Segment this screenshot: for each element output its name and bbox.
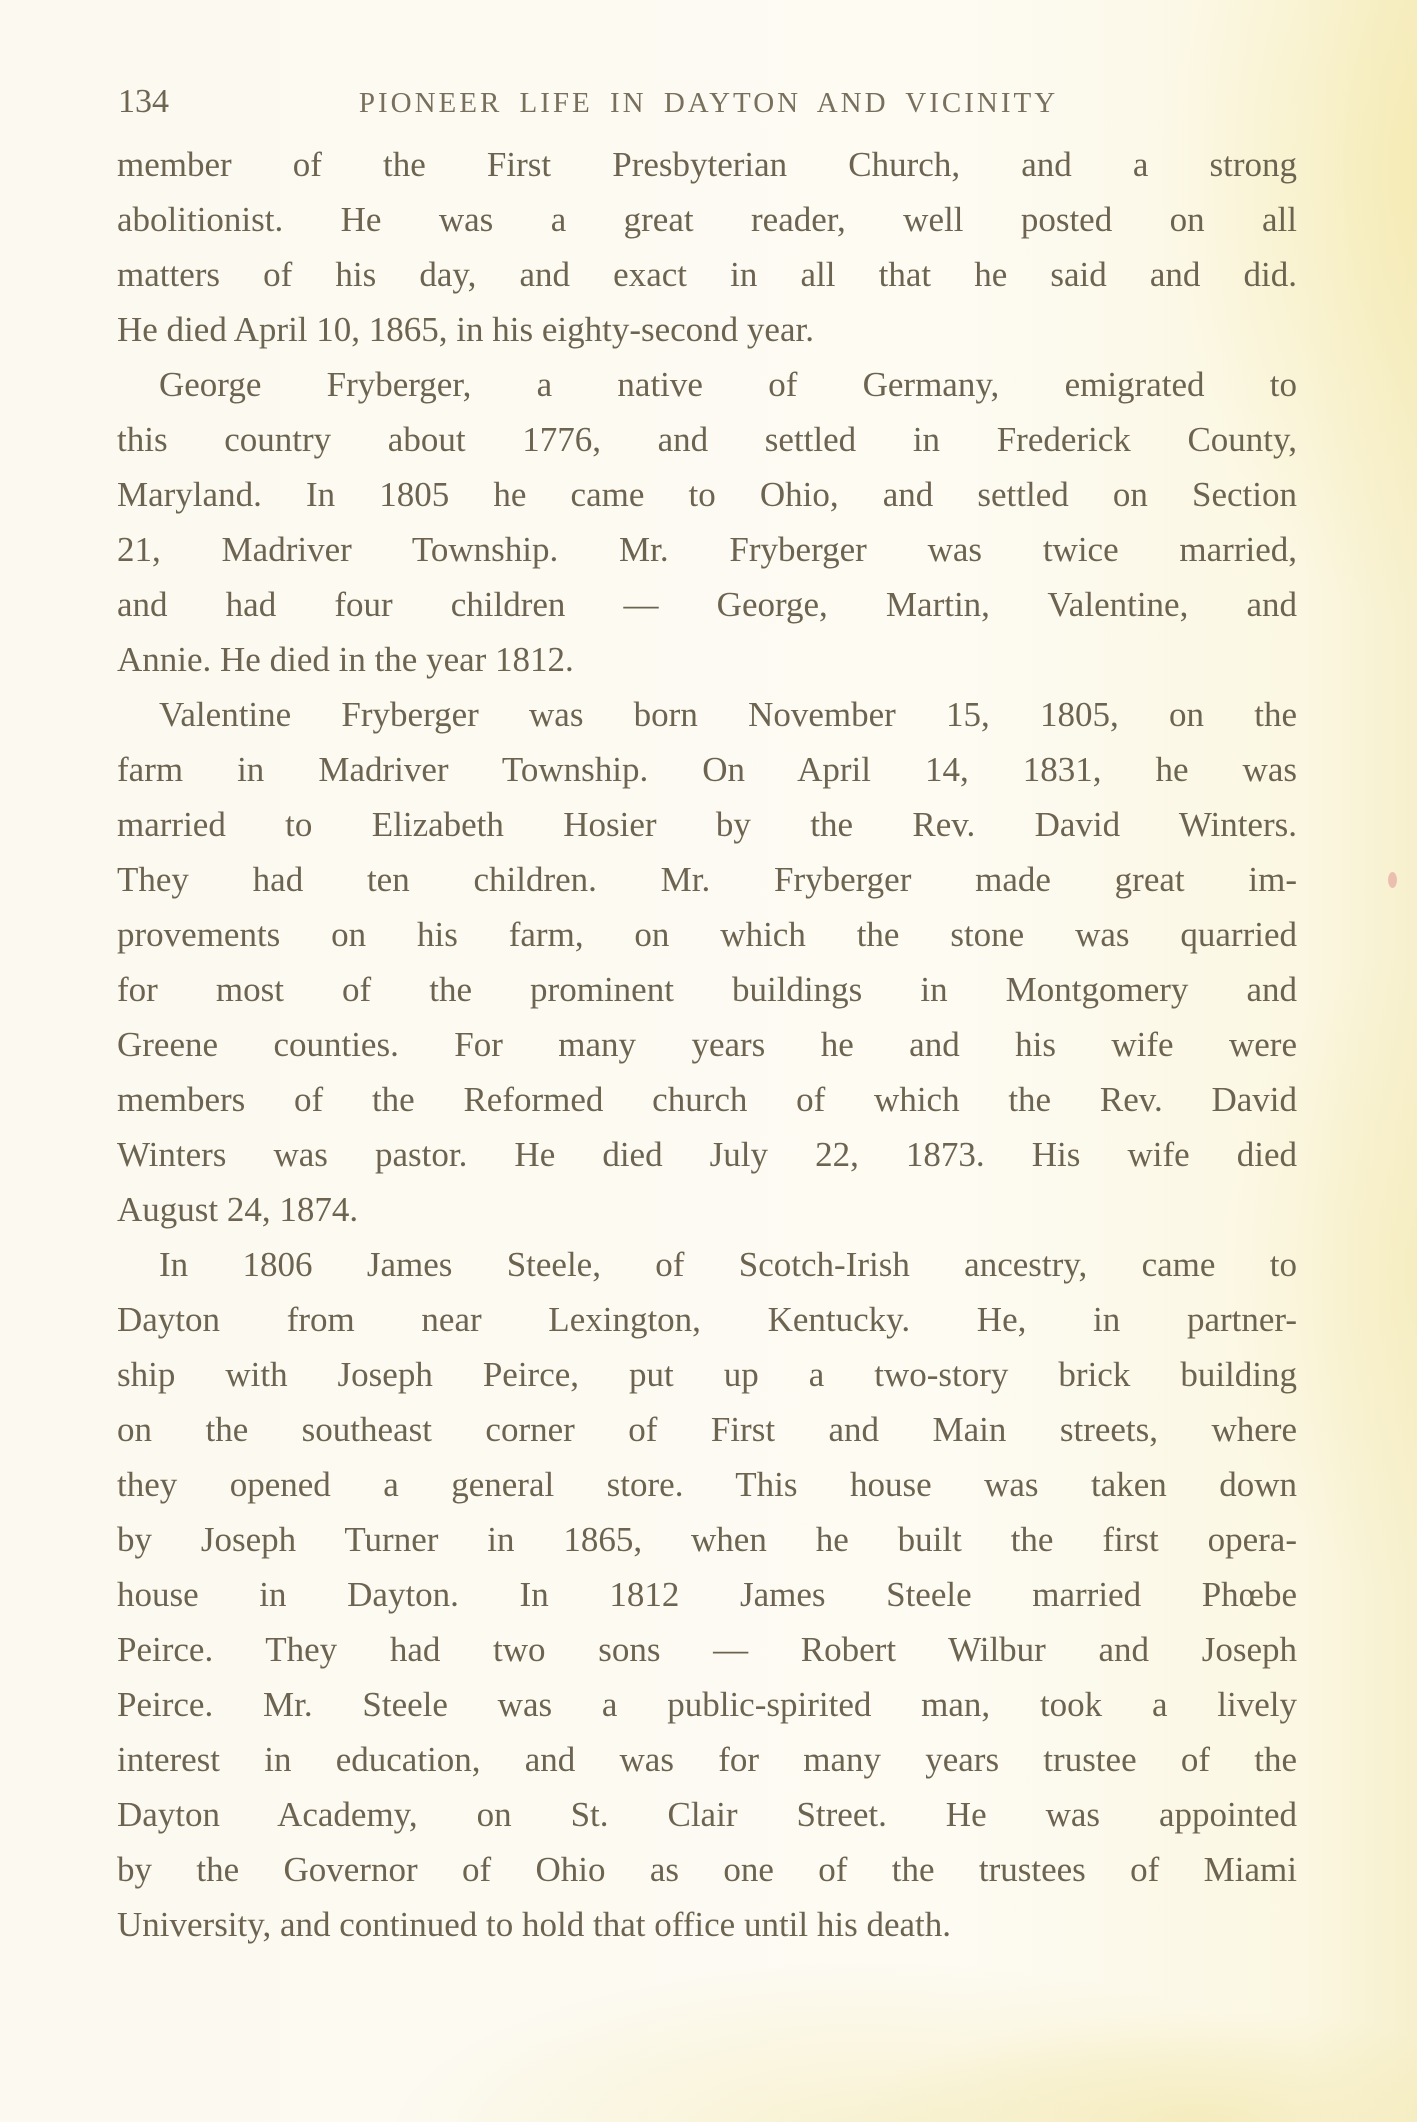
text-line: 21, Madriver Township. Mr. Fryberger was twice married, [117,530,1297,569]
text-line: Peirce. They had two sons — Robert Wilbur and Joseph [117,1630,1297,1669]
text-line: provements on his farm, on which the stone was quarried [117,915,1297,954]
page-header [0,84,1417,124]
page-number: 134 [118,83,169,120]
text-line: members of the Reformed church of which the Rev. David [117,1080,1297,1119]
text-line: Valentine Fryberger was born November 15, 1805, on the [159,695,1297,734]
text-line: George Fryberger, a native of Germany, emigrated to [159,365,1297,404]
text-line: Peirce. Mr. Steele was a public-spirited man, took a lively [117,1685,1297,1724]
text-line: by Joseph Turner in 1865, when he built the first opera- [117,1520,1297,1559]
text-line: interest in education, and was for many years trustee of the [117,1740,1297,1779]
text-line: Greene counties. For many years he and his wife were [117,1025,1297,1064]
text-line: University, and continued to hold that office until his death. [117,1905,952,1944]
text-line: Maryland. In 1805 he came to Ohio, and settled on Section [117,475,1297,514]
running-title: PIONEER LIFE IN DAYTON AND VICINITY [358,87,1059,119]
scan-speck [1388,872,1397,888]
text-line: farm in Madriver Township. On April 14, 1831, he was [117,750,1297,789]
text-line: matters of his day, and exact in all that he said and did. [117,255,1297,294]
text-line: this country about 1776, and settled in Frederick County, [117,420,1297,459]
text-line: August 24, 1874. [117,1190,359,1229]
text-line: married to Elizabeth Hosier by the Rev. David Winters. [117,805,1297,844]
text-line: member of the First Presbyterian Church, and a strong [117,145,1297,184]
text-line: on the southeast corner of First and Main streets, where [117,1410,1297,1449]
text-line: They had ten children. Mr. Fryberger made great im- [117,860,1297,899]
text-line: Dayton from near Lexington, Kentucky. He, in partner- [117,1300,1297,1339]
text-line: Annie. He died in the year 1812. [117,640,574,679]
text-line: for most of the prominent buildings in Montgomery and [117,970,1297,1009]
text-line: ship with Joseph Peirce, put up a two-story brick building [117,1355,1297,1394]
text-line: abolitionist. He was a great reader, well posted on all [117,200,1297,239]
text-line: Dayton Academy, on St. Clair Street. He was appointed [117,1795,1297,1834]
body-text [117,137,1297,1952]
text-line: house in Dayton. In 1812 James Steele married Phœbe [117,1575,1297,1614]
text-line: He died April 10, 1865, in his eighty-second year. [117,310,814,349]
text-line: by the Governor of Ohio as one of the trustees of Miami [117,1850,1297,1889]
text-line: In 1806 James Steele, of Scotch-Irish ancestry, came to [159,1245,1297,1284]
text-line: Winters was pastor. He died July 22, 1873. His wife died [117,1135,1297,1174]
text-line: and had four children — George, Martin, Valentine, and [117,585,1297,624]
text-line: they opened a general store. This house was taken down [117,1465,1297,1504]
